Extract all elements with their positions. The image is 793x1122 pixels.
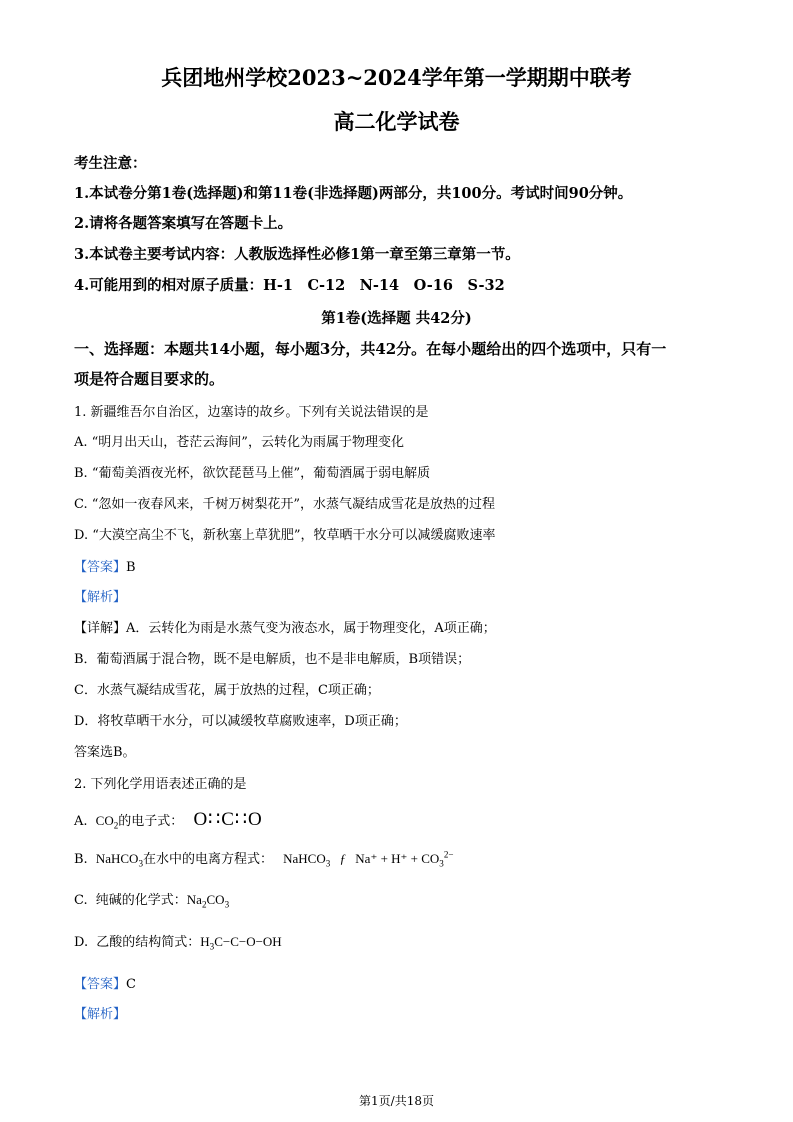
answer-value: C xyxy=(126,977,136,992)
q1-option-b: B. “葡萄美酒夜光杯，欲饮琵琶马上催”，葡萄酒属于弱电解质 xyxy=(74,466,431,481)
nahco3-formula: NaHCO$_3$ xyxy=(95,851,143,869)
q2-option-a: A. $CO_2$的电子式： O∷C∷O xyxy=(74,809,263,831)
q1-option-c: C. “忽如一夜春风来，千树万树梨花开”，水蒸气凝结成雪花是放热的过程 xyxy=(74,497,496,512)
answer-value: B xyxy=(126,560,136,575)
answer-tag: 【答案】 xyxy=(74,977,127,992)
q1-answer xyxy=(74,556,136,575)
ionization-equation: NaHCO$_3$ ƒ $Na^+ + H^+ + CO_3^{2-}$ xyxy=(283,849,454,869)
acetic-acid-formula: $H_3C-C-O-OH$ xyxy=(200,934,282,952)
q1-conclusion: 答案选B。 xyxy=(74,745,136,760)
q1-detail-a xyxy=(74,617,496,636)
answer-tag: 【答案】 xyxy=(74,560,127,575)
exam-subtitle: 高二化学试卷 xyxy=(333,109,460,134)
page-number: 第1页/共18页 xyxy=(359,1094,434,1108)
q1-option-d: D. “大漠空高尘不飞，新秋塞上草犹肥”，牧草晒干水分可以减缓腐败速率 xyxy=(74,528,496,543)
q2-answer xyxy=(74,973,136,992)
option-label: C. xyxy=(74,893,88,908)
option-label: B. xyxy=(74,852,88,867)
notice-item-1: 1.本试卷分第1卷(选择题)和第11卷(非选择题)两部分，共100分。考试时间90分钟。 xyxy=(74,185,633,202)
q2-option-c: C. 纯碱的化学式：$Na_2CO_3$ xyxy=(74,892,230,910)
detail-text: A．云转化为雨是水蒸气变为液态水，属于物理变化，A项正确； xyxy=(126,621,496,636)
notice-item-3: 3.本试卷主要考试内容：人教版选择性必修1第一章至第三章第一节。 xyxy=(74,246,520,263)
co2-electron-formula: O∷C∷O xyxy=(193,809,263,830)
section-instruction-line2: 项是符合题目要求的。 xyxy=(74,370,225,388)
co2-formula: $CO_2$ xyxy=(95,813,119,831)
q2-option-d: D. 乙酸的结构简式：$H_3C-C-O-OH$ xyxy=(74,934,282,952)
na2co3-formula: $Na_2CO_3$ xyxy=(186,892,230,910)
q1-stem: 1. 新疆维吾尔自治区，边塞诗的故乡。下列有关说法错误的是 xyxy=(74,405,429,420)
notice-item-2: 2.请将各题答案填写在答题卡上。 xyxy=(74,215,293,232)
q1-detail-d: D．将牧草晒干水分，可以减缓牧草腐败速率，D项正确； xyxy=(74,714,407,729)
q1-analysis-tag: 【解析】 xyxy=(74,590,127,605)
detail-tag: 【详解】 xyxy=(74,621,127,636)
notice-heading: 考生注意： xyxy=(74,155,147,172)
q1-detail-b: B．葡萄酒属于混合物，既不是电解质，也不是非电解质，B项错误； xyxy=(74,652,471,667)
q1-detail-c: C．水蒸气凝结成雪花，属于放热的过程，C项正确； xyxy=(74,683,380,698)
exam-title: 兵团地州学校2023~2024学年第一学期期中联考 xyxy=(161,65,632,90)
option-label: A. xyxy=(74,814,88,829)
section-title: 第1卷(选择题 共42分) xyxy=(321,310,472,327)
option-label: D. xyxy=(74,935,89,950)
q2-option-b: B. NaHCO$_3$在水中的电离方程式： NaHCO$_3$ ƒ $Na^+ + H^+ + CO_3^{2-}$ xyxy=(74,849,454,869)
q2-stem: 2. 下列化学用语表述正确的是 xyxy=(74,777,247,792)
notice-item-4: 4.可能用到的相对原子质量：H-1 C-12 N-14 O-16 S-32 xyxy=(74,277,505,294)
q2-analysis-tag: 【解析】 xyxy=(74,1007,127,1022)
q1-option-a: A. “明月出天山，苍茫云海间”，云转化为雨属于物理变化 xyxy=(74,435,404,450)
section-instruction-line1: 一、选择题：本题共14小题，每小题3分，共42分。在每小题给出的四个选项中，只有一 xyxy=(74,340,667,358)
